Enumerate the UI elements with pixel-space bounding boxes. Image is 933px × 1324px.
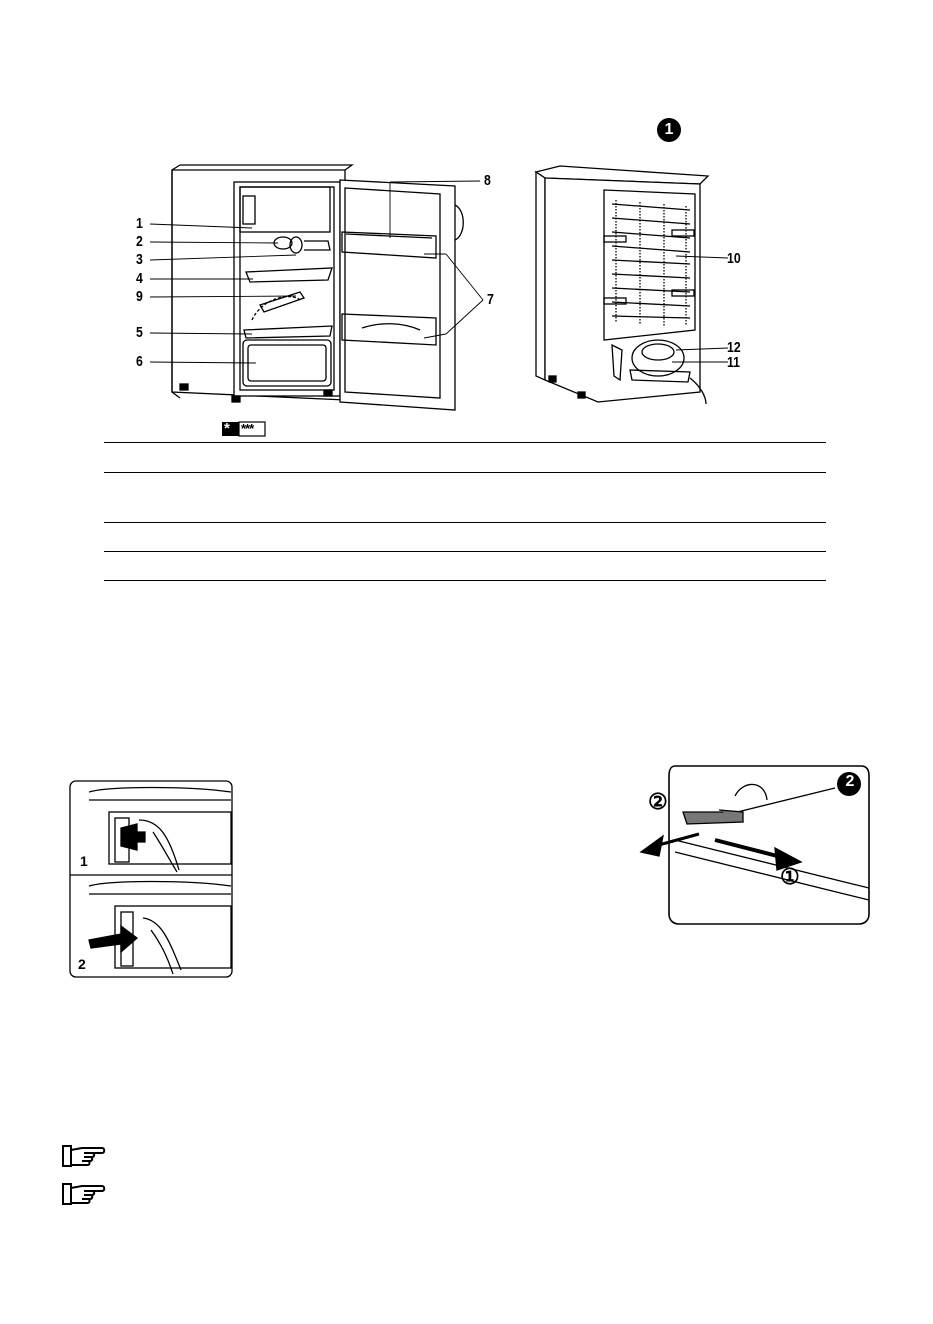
single-star-label: * <box>224 420 230 437</box>
callout-3: 3 <box>136 251 143 268</box>
callout-4: 4 <box>136 270 143 287</box>
table-rule <box>104 580 826 581</box>
callout-5: 5 <box>136 324 143 341</box>
table-rule <box>104 551 826 552</box>
callout-7: 7 <box>487 291 494 308</box>
callout-9: 9 <box>136 288 143 305</box>
callout-11: 11 <box>727 354 741 371</box>
pointing-hand-icon <box>62 1144 106 1168</box>
door-panel-label-2: 2 <box>78 956 86 972</box>
step-two-marker: ② <box>648 789 668 815</box>
triple-star-label: *** <box>241 421 254 436</box>
table-rule <box>104 472 826 473</box>
callout-10: 10 <box>727 250 741 267</box>
freezer-door-illustration <box>69 780 233 978</box>
table-rule <box>104 442 826 443</box>
callout-6: 6 <box>136 353 143 370</box>
pointing-hand-icon <box>62 1182 106 1206</box>
callout-1: 1 <box>136 215 143 232</box>
table-rule <box>104 522 826 523</box>
callout-8: 8 <box>484 172 491 189</box>
door-panel-label-1: 1 <box>80 853 88 869</box>
callout-12: 12 <box>727 339 741 356</box>
step-one-marker: ① <box>780 864 800 890</box>
figure-2-number: 2 <box>845 773 855 790</box>
callout-2: 2 <box>136 233 143 250</box>
fridge-rear-drawing <box>0 0 933 430</box>
figure-1-number: 1 <box>657 118 681 142</box>
